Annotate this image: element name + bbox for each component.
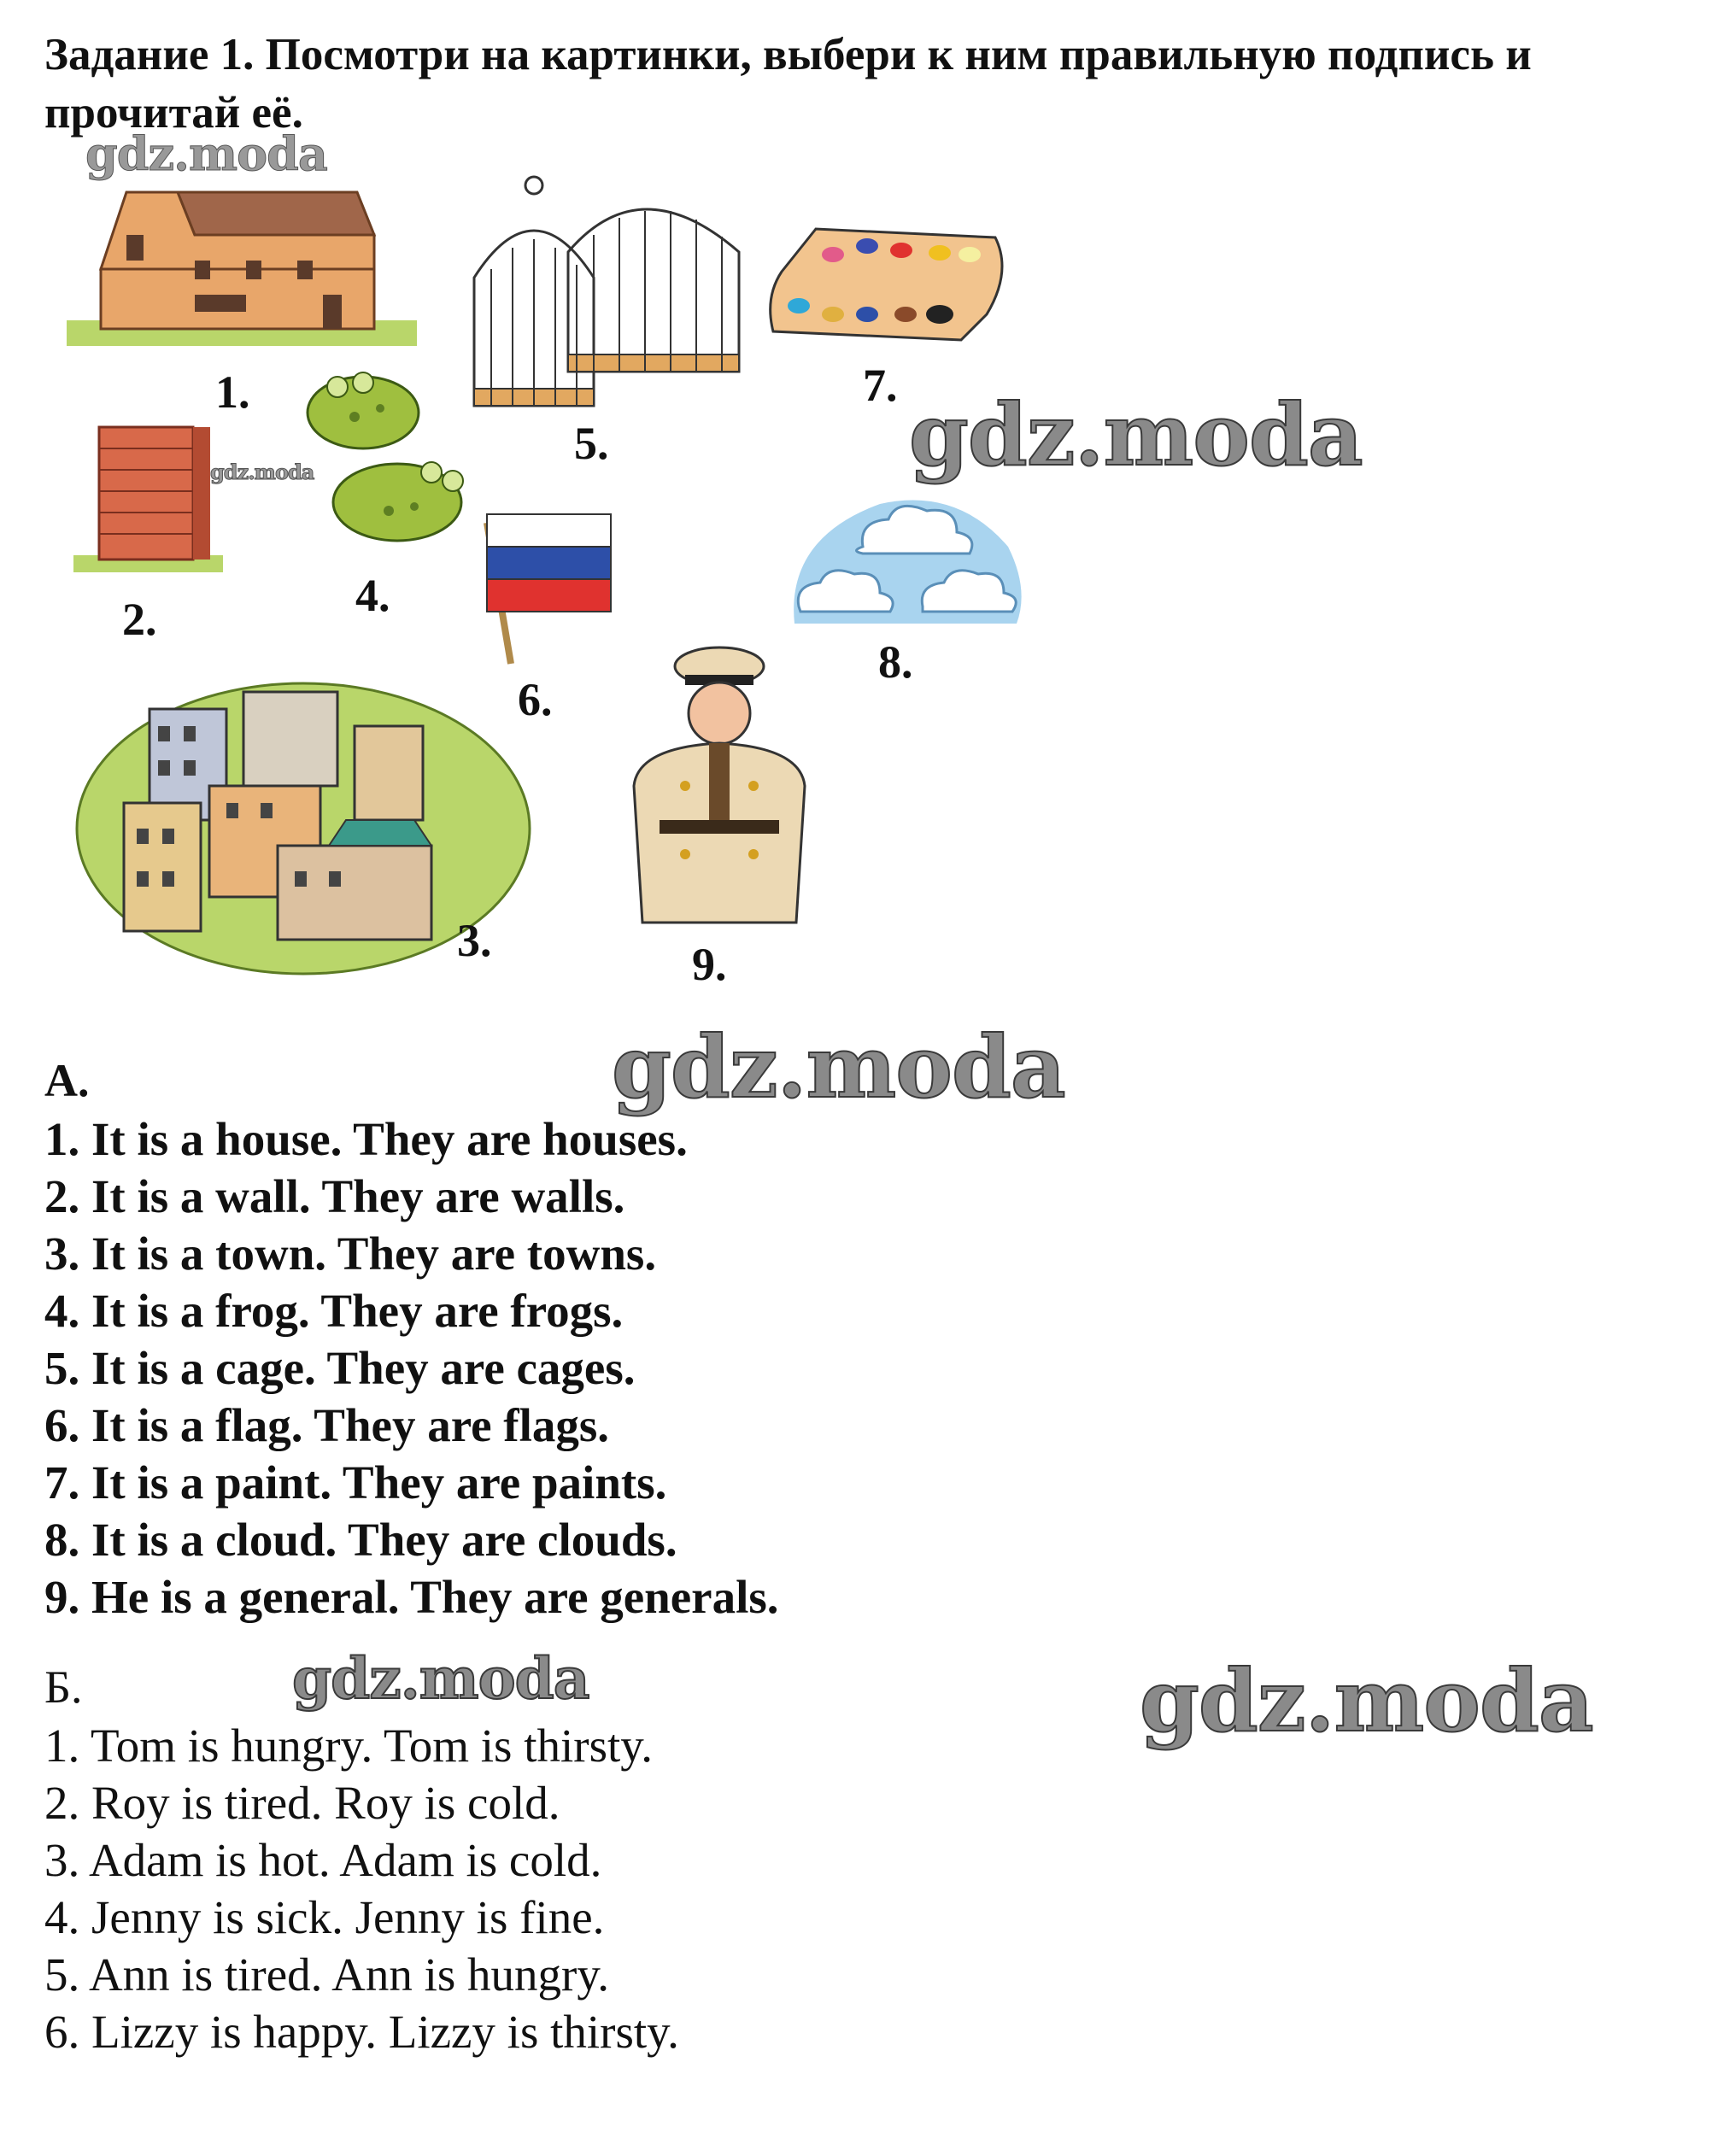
answer-line: 5. It is a cage. They are cages. [44, 1342, 636, 1394]
house-icon [67, 175, 417, 350]
wall-icon [73, 419, 227, 577]
section-b-answer-list [44, 1717, 679, 2060]
watermark-logo: gdz.moda [85, 126, 327, 181]
answer-line: 4. It is a frog. They are frogs. [44, 1285, 624, 1337]
answer-line: 8. It is a cloud. They are clouds. [44, 1514, 677, 1566]
watermark-logo: gdz.moda [612, 1016, 1065, 1117]
picture-number: 7. [863, 360, 898, 411]
answer-line: 2. It is a wall. They are walls. [44, 1170, 625, 1222]
answer-line: 5. Ann is tired. Ann is hungry. [44, 1948, 610, 2001]
frogs-icon [303, 366, 474, 558]
picture-number: 5. [574, 418, 609, 469]
picture-number: 3. [457, 915, 492, 966]
answer-line: 1. Tom is hungry. Tom is thirsty. [44, 1720, 653, 1772]
answer-line: 3. It is a town. They are towns. [44, 1227, 657, 1280]
watermark-logo: gdz.moda [909, 384, 1363, 485]
section-a-answer-list [44, 1110, 779, 1626]
watermark-logo: gdz.moda [1140, 1650, 1593, 1751]
answer-line: 6. It is a flag. They are flags. [44, 1399, 610, 1451]
flag-icon [477, 506, 618, 666]
picture-number: 8. [878, 636, 913, 688]
watermark-logo: gdz.moda [210, 460, 314, 484]
answer-line: 3. Adam is hot. Adam is cold. [44, 1834, 602, 1886]
answer-line: 2. Roy is tired. Roy is cold. [44, 1777, 560, 1829]
picture-number: 9. [692, 939, 727, 990]
answer-line: 7. It is a paint. They are paints. [44, 1456, 667, 1509]
section-a-label: A. [44, 1055, 90, 1106]
clouds-icon [786, 487, 1025, 636]
answer-line: 1. It is a house. They are houses. [44, 1113, 688, 1165]
picture-number: 4. [355, 570, 390, 621]
answer-line: 4. Jenny is sick. Jenny is fine. [44, 1891, 605, 1943]
answer-line: 9. He is a general. They are generals. [44, 1571, 779, 1623]
section-b-label: Б. [44, 1661, 83, 1713]
task-title: Задание 1. Посмотри на картинки, выбери к ним правильную подпись и прочитай её. [44, 30, 1532, 138]
picture-number: 1. [215, 366, 250, 418]
cages-icon [466, 175, 752, 410]
general-icon [617, 641, 822, 927]
paint-palette-icon [765, 220, 1012, 347]
picture-number: 2. [122, 594, 157, 645]
watermark-logo: gdz.moda [292, 1645, 589, 1712]
picture-number: 6. [518, 674, 553, 725]
answer-line: 6. Lizzy is happy. Lizzy is thirsty. [44, 2006, 679, 2058]
